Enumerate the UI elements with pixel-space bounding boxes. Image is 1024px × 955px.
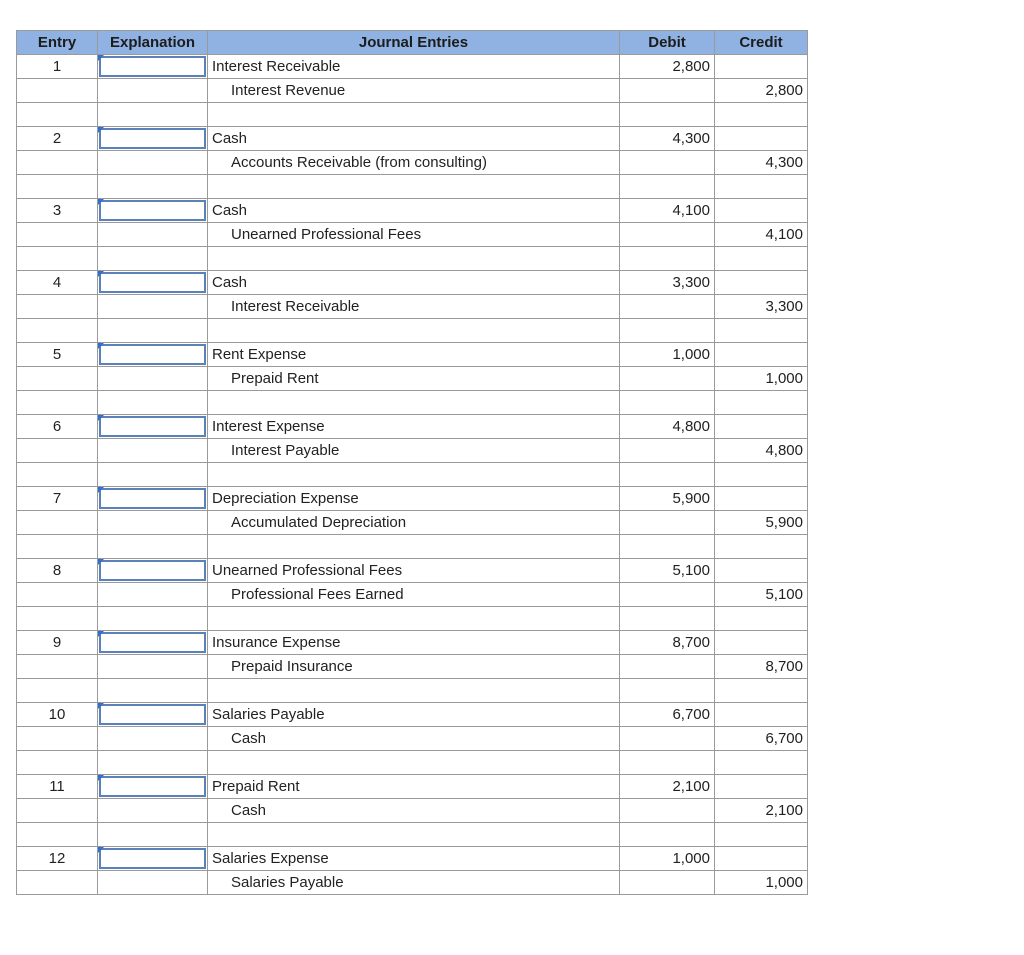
blank-row (17, 247, 808, 271)
journal-entry-credit-row (17, 367, 808, 391)
blank-cell (208, 247, 620, 271)
dropdown-marker-icon (98, 847, 104, 853)
credit-account: Accounts Receivable (from consulting) (208, 151, 620, 175)
entry-number: 9 (17, 631, 98, 655)
entry-number: 10 (17, 703, 98, 727)
entry-number: 7 (17, 487, 98, 511)
debit-account: Cash (208, 199, 620, 223)
explanation-empty (98, 871, 208, 895)
blank-cell (208, 751, 620, 775)
credit-row-debit-cell (620, 367, 715, 391)
explanation-empty (98, 367, 208, 391)
explanation-empty (98, 439, 208, 463)
entry-number-empty (17, 583, 98, 607)
debit-account: Prepaid Rent (208, 775, 620, 799)
debit-account: Cash (208, 271, 620, 295)
blank-cell (208, 175, 620, 199)
credit-amount: 6,700 (715, 727, 808, 751)
credit-account: Accumulated Depreciation (208, 511, 620, 535)
debit-row-credit-cell (715, 127, 808, 151)
dropdown-marker-icon (98, 775, 104, 781)
blank-row (17, 175, 808, 199)
entry-number: 12 (17, 847, 98, 871)
credit-account: Interest Receivable (208, 295, 620, 319)
journal-entry-debit-row (17, 703, 808, 727)
credit-amount: 3,300 (715, 295, 808, 319)
blank-row (17, 391, 808, 415)
debit-row-credit-cell (715, 415, 808, 439)
debit-amount: 6,700 (620, 703, 715, 727)
credit-amount: 2,800 (715, 79, 808, 103)
debit-account: Salaries Expense (208, 847, 620, 871)
explanation-empty (98, 583, 208, 607)
credit-row-debit-cell (620, 223, 715, 247)
explanation-empty (98, 295, 208, 319)
journal-entry-debit-row (17, 55, 808, 79)
dropdown-marker-icon (98, 487, 104, 493)
debit-account: Interest Receivable (208, 55, 620, 79)
explanation-cell[interactable] (98, 847, 208, 871)
blank-cell (98, 391, 208, 415)
debit-account: Rent Expense (208, 343, 620, 367)
blank-cell (620, 751, 715, 775)
explanation-cell[interactable] (98, 415, 208, 439)
explanation-empty (98, 655, 208, 679)
credit-account: Interest Revenue (208, 79, 620, 103)
explanation-empty (98, 79, 208, 103)
dropdown-marker-icon (98, 343, 104, 349)
blank-cell (208, 103, 620, 127)
credit-amount: 4,800 (715, 439, 808, 463)
blank-cell (620, 823, 715, 847)
credit-row-debit-cell (620, 295, 715, 319)
entry-number: 3 (17, 199, 98, 223)
entry-number: 11 (17, 775, 98, 799)
credit-amount: 8,700 (715, 655, 808, 679)
explanation-cell[interactable] (98, 343, 208, 367)
debit-column-header: Debit (620, 31, 715, 55)
entry-column-header: Entry (17, 31, 98, 55)
blank-cell (17, 247, 98, 271)
blank-cell (715, 175, 808, 199)
debit-amount: 8,700 (620, 631, 715, 655)
journal-entries-table (16, 30, 808, 895)
entry-number-empty (17, 367, 98, 391)
blank-row (17, 103, 808, 127)
explanation-empty (98, 727, 208, 751)
blank-cell (715, 535, 808, 559)
journal-entry-debit-row (17, 487, 808, 511)
entry-number-empty (17, 223, 98, 247)
credit-row-debit-cell (620, 871, 715, 895)
explanation-input[interactable] (99, 848, 206, 869)
journal-entry-credit-row (17, 511, 808, 535)
blank-cell (715, 463, 808, 487)
journal-entry-credit-row (17, 727, 808, 751)
dropdown-marker-icon (98, 271, 104, 277)
debit-amount: 5,100 (620, 559, 715, 583)
debit-amount: 4,100 (620, 199, 715, 223)
debit-row-credit-cell (715, 271, 808, 295)
entry-number: 6 (17, 415, 98, 439)
blank-cell (98, 679, 208, 703)
entry-number-empty (17, 871, 98, 895)
blank-row (17, 607, 808, 631)
blank-cell (17, 679, 98, 703)
explanation-cell[interactable] (98, 631, 208, 655)
credit-amount: 4,300 (715, 151, 808, 175)
debit-account: Salaries Payable (208, 703, 620, 727)
blank-cell (98, 463, 208, 487)
debit-row-credit-cell (715, 487, 808, 511)
credit-row-debit-cell (620, 151, 715, 175)
blank-cell (715, 247, 808, 271)
explanation-empty (98, 511, 208, 535)
journal-entry-credit-row (17, 295, 808, 319)
blank-cell (98, 103, 208, 127)
blank-cell (715, 679, 808, 703)
journal-entry-debit-row (17, 127, 808, 151)
journal-entry-credit-row (17, 439, 808, 463)
credit-account: Cash (208, 727, 620, 751)
explanation-input[interactable] (99, 56, 206, 77)
explanation-cell[interactable] (98, 775, 208, 799)
debit-row-credit-cell (715, 199, 808, 223)
journal-entries-column-header: Journal Entries (208, 31, 620, 55)
blank-cell (620, 679, 715, 703)
debit-row-credit-cell (715, 631, 808, 655)
blank-cell (98, 535, 208, 559)
debit-row-credit-cell (715, 847, 808, 871)
blank-cell (208, 463, 620, 487)
blank-cell (208, 679, 620, 703)
dropdown-marker-icon (98, 631, 104, 637)
debit-amount: 1,000 (620, 847, 715, 871)
debit-amount: 4,300 (620, 127, 715, 151)
journal-entry-credit-row (17, 79, 808, 103)
explanation-input[interactable] (99, 200, 206, 221)
blank-cell (715, 319, 808, 343)
blank-cell (98, 751, 208, 775)
blank-cell (98, 247, 208, 271)
blank-cell (715, 823, 808, 847)
blank-row (17, 535, 808, 559)
credit-row-debit-cell (620, 583, 715, 607)
journal-entry-debit-row (17, 559, 808, 583)
dropdown-marker-icon (98, 127, 104, 133)
explanation-input[interactable] (99, 416, 206, 437)
debit-account: Unearned Professional Fees (208, 559, 620, 583)
credit-row-debit-cell (620, 655, 715, 679)
header-row (17, 31, 808, 55)
explanation-cell[interactable] (98, 559, 208, 583)
journal-entry-credit-row (17, 799, 808, 823)
blank-cell (620, 535, 715, 559)
blank-cell (620, 103, 715, 127)
blank-cell (715, 391, 808, 415)
blank-cell (208, 535, 620, 559)
blank-cell (17, 751, 98, 775)
debit-row-credit-cell (715, 55, 808, 79)
explanation-cell[interactable] (98, 127, 208, 151)
entry-number-empty (17, 511, 98, 535)
blank-cell (98, 175, 208, 199)
debit-account: Depreciation Expense (208, 487, 620, 511)
explanation-input[interactable] (99, 272, 206, 293)
explanation-empty (98, 223, 208, 247)
credit-row-debit-cell (620, 439, 715, 463)
explanation-empty (98, 799, 208, 823)
explanation-cell[interactable] (98, 55, 208, 79)
debit-amount: 5,900 (620, 487, 715, 511)
entry-number-empty (17, 295, 98, 319)
entry-number-empty (17, 727, 98, 751)
journal-entry-debit-row (17, 415, 808, 439)
entry-number: 8 (17, 559, 98, 583)
blank-cell (208, 607, 620, 631)
debit-amount: 2,800 (620, 55, 715, 79)
credit-amount: 1,000 (715, 871, 808, 895)
credit-account: Salaries Payable (208, 871, 620, 895)
debit-amount: 4,800 (620, 415, 715, 439)
blank-row (17, 679, 808, 703)
journal-entry-credit-row (17, 583, 808, 607)
blank-cell (98, 823, 208, 847)
credit-row-debit-cell (620, 79, 715, 103)
blank-cell (208, 823, 620, 847)
credit-amount: 4,100 (715, 223, 808, 247)
credit-account: Unearned Professional Fees (208, 223, 620, 247)
debit-amount: 1,000 (620, 343, 715, 367)
blank-cell (17, 535, 98, 559)
credit-amount: 5,100 (715, 583, 808, 607)
journal-entry-debit-row (17, 847, 808, 871)
explanation-input[interactable] (99, 632, 206, 653)
debit-row-credit-cell (715, 703, 808, 727)
journal-entry-debit-row (17, 271, 808, 295)
blank-cell (17, 607, 98, 631)
credit-account: Professional Fees Earned (208, 583, 620, 607)
explanation-input[interactable] (99, 488, 206, 509)
credit-account: Interest Payable (208, 439, 620, 463)
debit-account: Interest Expense (208, 415, 620, 439)
dropdown-marker-icon (98, 199, 104, 205)
journal-entry-credit-row (17, 151, 808, 175)
debit-row-credit-cell (715, 343, 808, 367)
blank-row (17, 463, 808, 487)
debit-row-credit-cell (715, 559, 808, 583)
journal-entry-credit-row (17, 655, 808, 679)
blank-cell (620, 247, 715, 271)
explanation-column-header: Explanation (98, 31, 208, 55)
credit-account: Cash (208, 799, 620, 823)
explanation-empty (98, 151, 208, 175)
explanation-input[interactable] (99, 704, 206, 725)
journal-entry-debit-row (17, 199, 808, 223)
credit-column-header: Credit (715, 31, 808, 55)
entry-number-empty (17, 655, 98, 679)
blank-cell (620, 175, 715, 199)
explanation-cell[interactable] (98, 703, 208, 727)
blank-cell (17, 175, 98, 199)
journal-entry-debit-row (17, 343, 808, 367)
blank-row (17, 751, 808, 775)
credit-account: Prepaid Insurance (208, 655, 620, 679)
explanation-cell[interactable] (98, 487, 208, 511)
credit-account: Prepaid Rent (208, 367, 620, 391)
blank-cell (620, 391, 715, 415)
explanation-input[interactable] (99, 776, 206, 797)
debit-amount: 3,300 (620, 271, 715, 295)
explanation-cell[interactable] (98, 271, 208, 295)
journal-entry-credit-row (17, 871, 808, 895)
blank-cell (208, 391, 620, 415)
credit-row-debit-cell (620, 511, 715, 535)
blank-cell (98, 319, 208, 343)
entry-number: 1 (17, 55, 98, 79)
debit-row-credit-cell (715, 775, 808, 799)
entry-number: 2 (17, 127, 98, 151)
blank-cell (208, 319, 620, 343)
journal-entry-debit-row (17, 631, 808, 655)
entry-number-empty (17, 79, 98, 103)
blank-cell (620, 607, 715, 631)
entry-number-empty (17, 151, 98, 175)
debit-amount: 2,100 (620, 775, 715, 799)
dropdown-marker-icon (98, 559, 104, 565)
credit-amount: 1,000 (715, 367, 808, 391)
blank-row (17, 319, 808, 343)
blank-cell (715, 103, 808, 127)
blank-cell (620, 463, 715, 487)
entry-number-empty (17, 799, 98, 823)
debit-account: Cash (208, 127, 620, 151)
blank-row (17, 823, 808, 847)
blank-cell (17, 103, 98, 127)
entry-number: 5 (17, 343, 98, 367)
credit-row-debit-cell (620, 727, 715, 751)
blank-cell (17, 391, 98, 415)
journal-entry-credit-row (17, 223, 808, 247)
dropdown-marker-icon (98, 55, 104, 61)
blank-cell (715, 607, 808, 631)
journal-entry-debit-row (17, 775, 808, 799)
blank-cell (17, 319, 98, 343)
blank-cell (17, 823, 98, 847)
explanation-input[interactable] (99, 128, 206, 149)
debit-account: Insurance Expense (208, 631, 620, 655)
entry-number-empty (17, 439, 98, 463)
explanation-input[interactable] (99, 560, 206, 581)
blank-cell (17, 463, 98, 487)
credit-row-debit-cell (620, 799, 715, 823)
dropdown-marker-icon (98, 703, 104, 709)
explanation-input[interactable] (99, 344, 206, 365)
blank-cell (98, 607, 208, 631)
entry-number: 4 (17, 271, 98, 295)
dropdown-marker-icon (98, 415, 104, 421)
credit-amount: 2,100 (715, 799, 808, 823)
explanation-cell[interactable] (98, 199, 208, 223)
blank-cell (620, 319, 715, 343)
credit-amount: 5,900 (715, 511, 808, 535)
blank-cell (715, 751, 808, 775)
